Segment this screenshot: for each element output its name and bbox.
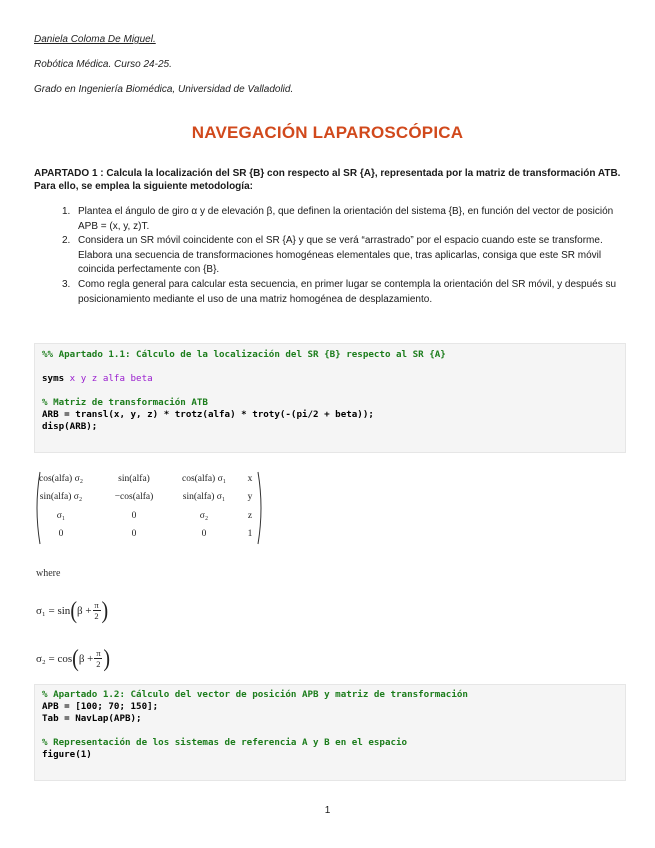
code-line: ARB = transl(x, y, z) * trotz(alfa) * troty(-(pi/2 + beta)); [42, 409, 374, 420]
code-line: Tab = NavLap(APB); [42, 713, 142, 724]
matrix-cell: 0 [131, 511, 137, 521]
matrix-cell: y [247, 492, 253, 502]
page-number: 1 [324, 805, 331, 816]
code-comment: % Matriz de transformación ATB [42, 397, 208, 408]
code-comment: %% Apartado 1.1: Cálculo de la localización del SR {B} respecto al SR {A} [42, 349, 446, 360]
course-line: Robótica Médica. Curso 24-25. [34, 59, 172, 70]
matrix-cell: sin(alfa) σ₁ [182, 492, 226, 502]
list-item: 2. Considera un SR móvil coincidente con el SR {A} y que se verá “arrastrado” por el espacio cuando este se transforme. Elabora una secuencia de transformaciones homogéneas elementales que, tras aplicarlas, consiga que este SR móvil coincida perfectamente con {B}. [62, 235, 603, 276]
apartado-heading: APARTADO 1 : Calcula la localización del SR {B} con respecto al SR {A}, representada por la matriz de transformación ATB. Para ello, se emplea la siguiente metodología: [34, 168, 621, 192]
code-block-2 [34, 684, 626, 781]
matrix-cell: sin(alfa) [118, 474, 150, 484]
page-title: NAVEGACIÓN LAPAROSCÓPICA [191, 123, 464, 142]
matrix-cell: σ₂ [199, 511, 209, 521]
matrix-cell: cos(alfa) σ₂ [38, 474, 84, 484]
code-line: APB = [100; 70; 150]; [42, 701, 159, 712]
code-line: disp(ARB); [42, 421, 98, 432]
matrix-cell: cos(alfa) σ₁ [181, 474, 227, 484]
matrix-cell: sin(alfa) σ₂ [39, 492, 83, 502]
sigma2-equation: σ₂ = cos ( β + $\frac{\pi}{2}$ ) [36, 645, 111, 672]
code-comment: % Representación de los sistemas de referencia A y B en el espacio [42, 737, 408, 748]
list-item: 1. Plantea el ángulo de giro α y de elevación β, que definen la orientación del sistema {B}, en función del vector de posición APB = (x, y, z)T. [62, 206, 614, 232]
code-line: syms x y z alfa beta [42, 373, 153, 384]
degree-line: Grado en Ingeniería Biomédica, Universidad de Valladolid. [34, 84, 294, 95]
matrix-cell: 1 [247, 529, 253, 539]
matrix-cell: 0 [201, 529, 207, 539]
code-line: figure(1) [42, 749, 92, 760]
code-block-1 [34, 343, 626, 453]
author-line: Daniela Coloma De Miguel. [34, 34, 156, 45]
code-comment: % Apartado 1.2: Cálculo del vector de posición APB y matriz de transformación [42, 689, 468, 700]
symbolic-matrix-output [33, 470, 265, 546]
matrix-cell: σ₁ [56, 511, 66, 521]
matrix-cell: z [247, 511, 253, 521]
matrix-cell: 0 [131, 529, 137, 539]
matrix-cell: 0 [58, 529, 64, 539]
matrix-cell: x [247, 474, 253, 484]
methodology-list [62, 205, 622, 307]
sigma1-equation: σ₁ = sin ( β + $\frac{\pi}{2}$ ) [36, 597, 109, 624]
matrix-cell: −cos(alfa) [114, 492, 154, 502]
list-item: 3. Como regla general para calcular esta secuencia, en primer lugar se contempla la orientación del SR móvil, y después su posicionamiento mediante el uso de una matriz homogénea de desplazamiento. [62, 278, 617, 305]
where-label: where [36, 568, 61, 579]
